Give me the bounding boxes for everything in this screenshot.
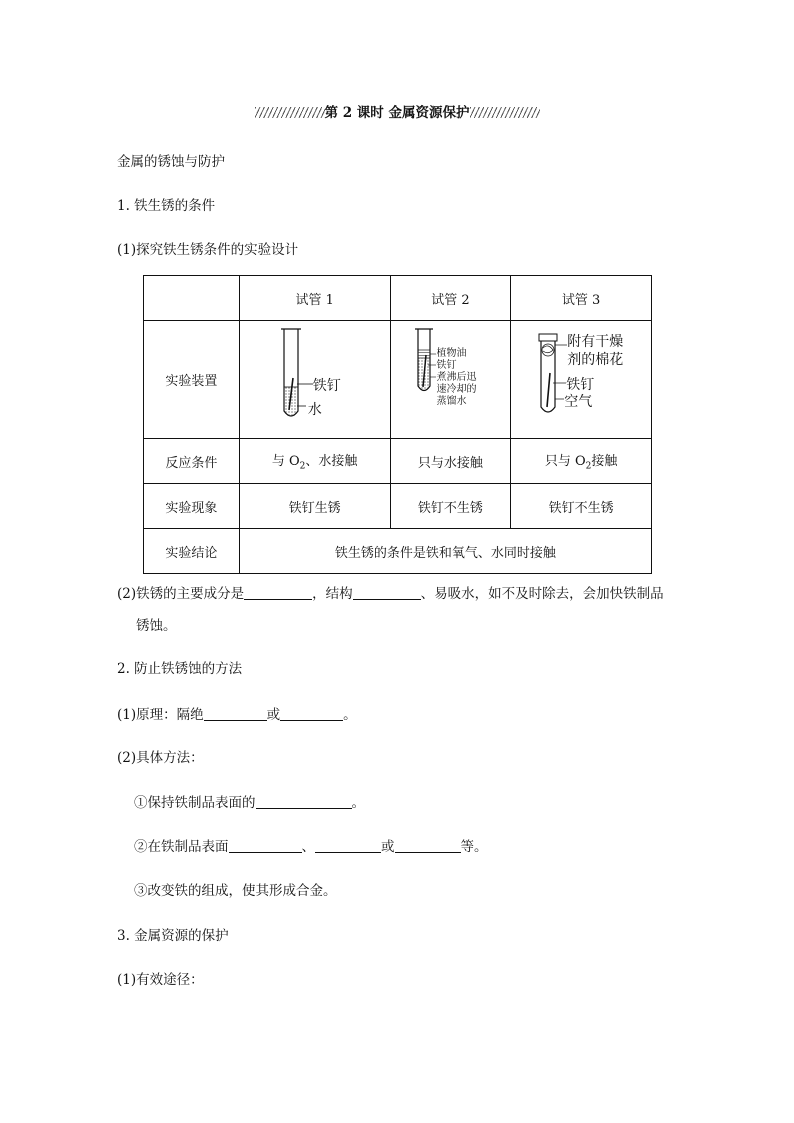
row-label-apparatus: 实验装置 — [144, 321, 240, 439]
condition-tube2: 只与水接触 — [390, 439, 511, 484]
method-3: ③改变铁的组成，使其形成合金。 — [134, 883, 337, 899]
item3-sub1: (1)有效途径： — [117, 972, 204, 988]
header-tube1: 试管 1 — [239, 276, 390, 321]
experiment-table — [143, 275, 652, 574]
item1-sub2-line2: 锈蚀。 — [136, 618, 177, 634]
blank-principle-1[interactable] — [204, 708, 267, 721]
item2-principle: (1)原理：隔绝 或 。 — [117, 707, 357, 723]
blank-method-2a[interactable] — [229, 840, 302, 853]
blank-method-2b[interactable] — [315, 840, 381, 853]
item3-heading: 3. 金属资源的保护 — [117, 928, 229, 944]
header-tube3: 试管 3 — [511, 276, 652, 321]
section-heading: 金属的锈蚀与防护 — [117, 154, 225, 170]
iron-nail-3 — [547, 373, 550, 407]
row-label-conclusion: 实验结论 — [144, 529, 240, 574]
method-2: ②在铁制品表面 、 或 等。 — [134, 839, 488, 855]
apparatus-row — [144, 321, 652, 439]
page-title: 第 2 课时 金属资源保护 — [0, 101, 794, 121]
tube2-apparatus — [390, 321, 511, 439]
tube3-apparatus — [511, 321, 652, 439]
table-header-row — [144, 276, 652, 321]
table-corner-cell — [144, 276, 240, 321]
tube1-apparatus — [239, 321, 390, 439]
tube2-nail-label: 铁钉 — [436, 360, 457, 371]
blank-principle-2[interactable] — [280, 708, 343, 721]
tube2-oil-label: 植物油 — [436, 348, 467, 359]
tube1-water-label: 水 — [307, 402, 322, 418]
header-tube2: 试管 2 — [390, 276, 511, 321]
phenomenon-tube3: 铁钉不生锈 — [511, 484, 652, 529]
tube2-water-label-3: 蒸馏水 — [436, 396, 467, 407]
phenomenon-tube2: 铁钉不生锈 — [390, 484, 511, 529]
blank-rust-component[interactable] — [244, 587, 312, 600]
tube3-cotton-label-2: 剂的棉花 — [567, 352, 624, 368]
tube1-nail-label: 铁钉 — [312, 378, 341, 394]
title-decoration-left — [255, 107, 325, 118]
blank-method-1[interactable] — [256, 796, 352, 809]
row-label-phenomenon: 实验现象 — [144, 484, 240, 529]
phenomenon-tube1: 铁钉生锈 — [239, 484, 390, 529]
phenomenon-row — [144, 484, 652, 529]
tube2-water-label-1: 煮沸后迅 — [436, 372, 477, 383]
method-1: ①保持铁制品表面的 。 — [134, 795, 365, 811]
condition-tube3: 只与 $O_2$接触 — [511, 439, 652, 484]
item2-heading: 2. 防止铁锈蚀的方法 — [117, 661, 243, 677]
row-label-condition: 反应条件 — [144, 439, 240, 484]
conclusion-cell: 铁生锈的条件是铁和氧气、水同时接触 — [239, 529, 651, 574]
tube3-cotton-label-1: 附有干燥 — [567, 334, 624, 350]
condition-row — [144, 439, 652, 484]
tube3-nail-label: 铁钉 — [566, 377, 595, 393]
item1-heading: 1. 铁生锈的条件 — [117, 198, 216, 214]
blank-rust-structure[interactable] — [353, 587, 421, 600]
item2-methods-heading: (2)具体方法： — [117, 750, 204, 766]
condition-tube1: 与 $O_2$、水接触 — [239, 439, 390, 484]
conclusion-row — [144, 529, 652, 574]
tube2-water-label-2: 速冷却的 — [436, 384, 477, 395]
item1-sub2: (2)铁锈的主要成分是 ，结构 、易吸水，如不及时除去，会加快铁制品 — [117, 586, 664, 602]
stopper — [539, 334, 557, 341]
item1-sub1: (1)探究铁生锈条件的实验设计 — [117, 242, 299, 258]
tube3-air-label: 空气 — [564, 394, 593, 410]
blank-method-2c[interactable] — [395, 840, 461, 853]
title-decoration-right — [470, 107, 540, 118]
